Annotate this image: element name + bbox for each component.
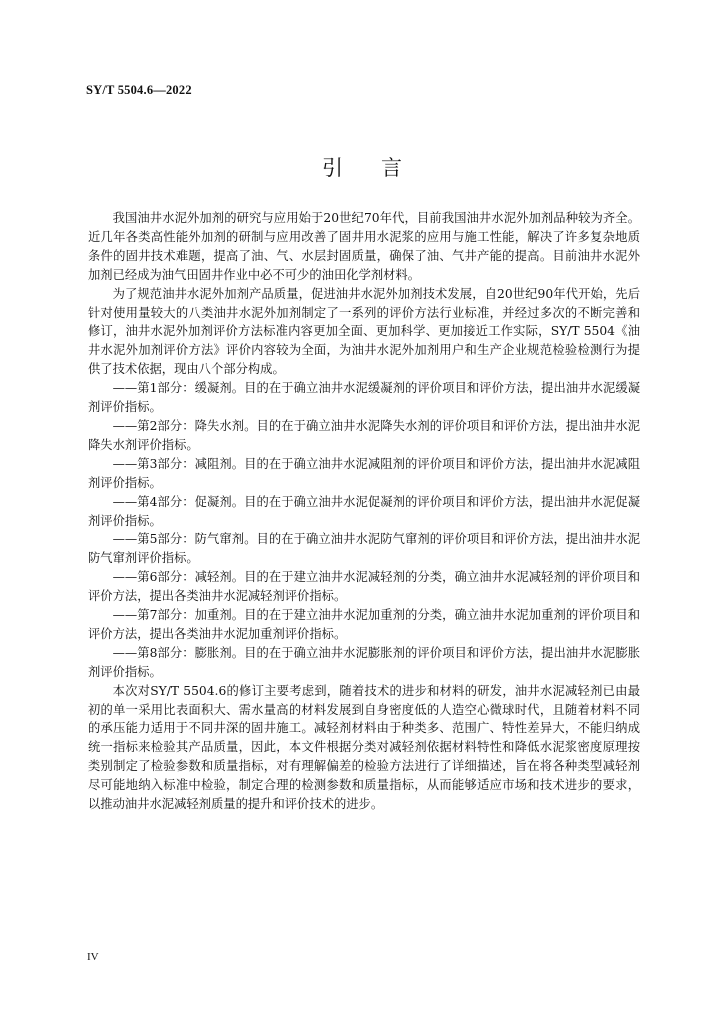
list-item: ——第8部分：膨胀剂。目的在于确立油井水泥膨胀剂的评价项目和评价方法，提出油井水泥膨胀剂评价指标。 <box>88 645 640 679</box>
list-item: ——第2部分：降失水剂。目的在于确立油井水泥降失水剂的评价项目和评价方法，提出油井水泥降失水剂评价指标。 <box>88 418 640 452</box>
paragraph: 为了规范油井水泥外加剂产品质量，促进油井水泥外加剂技术发展，自20世纪90年代开始，先后针对使用量较大的八类油井水泥外加剂制定了一系列的评价方法行业标准，并经过多次的不断完善和修订，油井水泥外加剂评价方法标准内容更加全面、更加科学、更加接近工作实际，SY/T 5504《油井水泥外加剂评价方法》评价内容较为全面，为油井水泥外加剂用户和生产企业规范检验检测行为提供了技术依据，现由八个部分构成。 <box>88 286 640 377</box>
paragraph: 我国油井水泥外加剂的研究与应用始于20世纪70年代，目前我国油井水泥外加剂品种较为齐全。近几年各类高性能外加剂的研制与应用改善了固井用水泥浆的应用与施工性能，解决了许多复杂地质条件的固井技术难题，提高了油、气、水层封固质量，确保了油、气井产能的提高。目前油井水泥外加剂已经成为油气田固井作业中必不可少的油田化学剂材料。 <box>88 211 640 282</box>
list-item: ——第7部分：加重剂。目的在于建立油井水泥加重剂的分类，确立油井水泥加重剂的评价项目和评价方法，提出各类油井水泥加重剂评价指标。 <box>88 608 640 641</box>
paragraph: 本次对SY/T 5504.6的修订主要考虑到，随着技术的进步和材料的研发，油井水泥减轻剂已由最初的单一采用比表面积大、需水量高的材料发展到自身密度低的人造空心微球时代，且随着材料不同的承压能力适用于不同井深的固井施工。减轻剂材料由于种类多、范围广、特性差异大，不能归纳成统一指标来检验其产品质量，因此，本文件根据分类对减轻剂依据材料特性和降低水泥浆密度原理按类别制定了检验参数和质量指标，对有理解偏差的检验方法进行了详细描述，旨在将各种类型减轻剂尽可能地纳入标准中检验，制定合理的检测参数和质量指标，从而能够适应市场和技术进步的要求，以推动油井水泥减轻剂质量的提升和评价技术的进步。 <box>88 683 640 812</box>
page-title: 引言 <box>322 156 440 180</box>
list-item: ——第3部分：减阻剂。目的在于确立油井水泥减阻剂的评价项目和评价方法，提出油井水泥减阻剂评价指标。 <box>88 456 640 490</box>
list-item: ——第4部分：促凝剂。目的在于确立油井水泥促凝剂的评价项目和评价方法，提出油井水泥促凝剂评价指标。 <box>88 494 640 528</box>
page-number: IV <box>87 951 99 963</box>
list-item: ——第1部分：缓凝剂。目的在于确立油井水泥缓凝剂的评价项目和评价方法，提出油井水泥缓凝剂评价指标。 <box>88 381 640 415</box>
list-item: ——第6部分：减轻剂。目的在于建立油井水泥减轻剂的分类，确立油井水泥减轻剂的评价项目和评价方法，提出各类油井水泥减轻剂评价指标。 <box>88 570 640 604</box>
body-text <box>88 209 640 814</box>
list-item: ——第5部分：防气窜剂。目的在于确立油井水泥防气窜剂的评价项目和评价方法，提出油井水泥防气窜剂评价指标。 <box>88 532 640 566</box>
document-code: SY/T 5504.6—2022 <box>86 83 192 97</box>
